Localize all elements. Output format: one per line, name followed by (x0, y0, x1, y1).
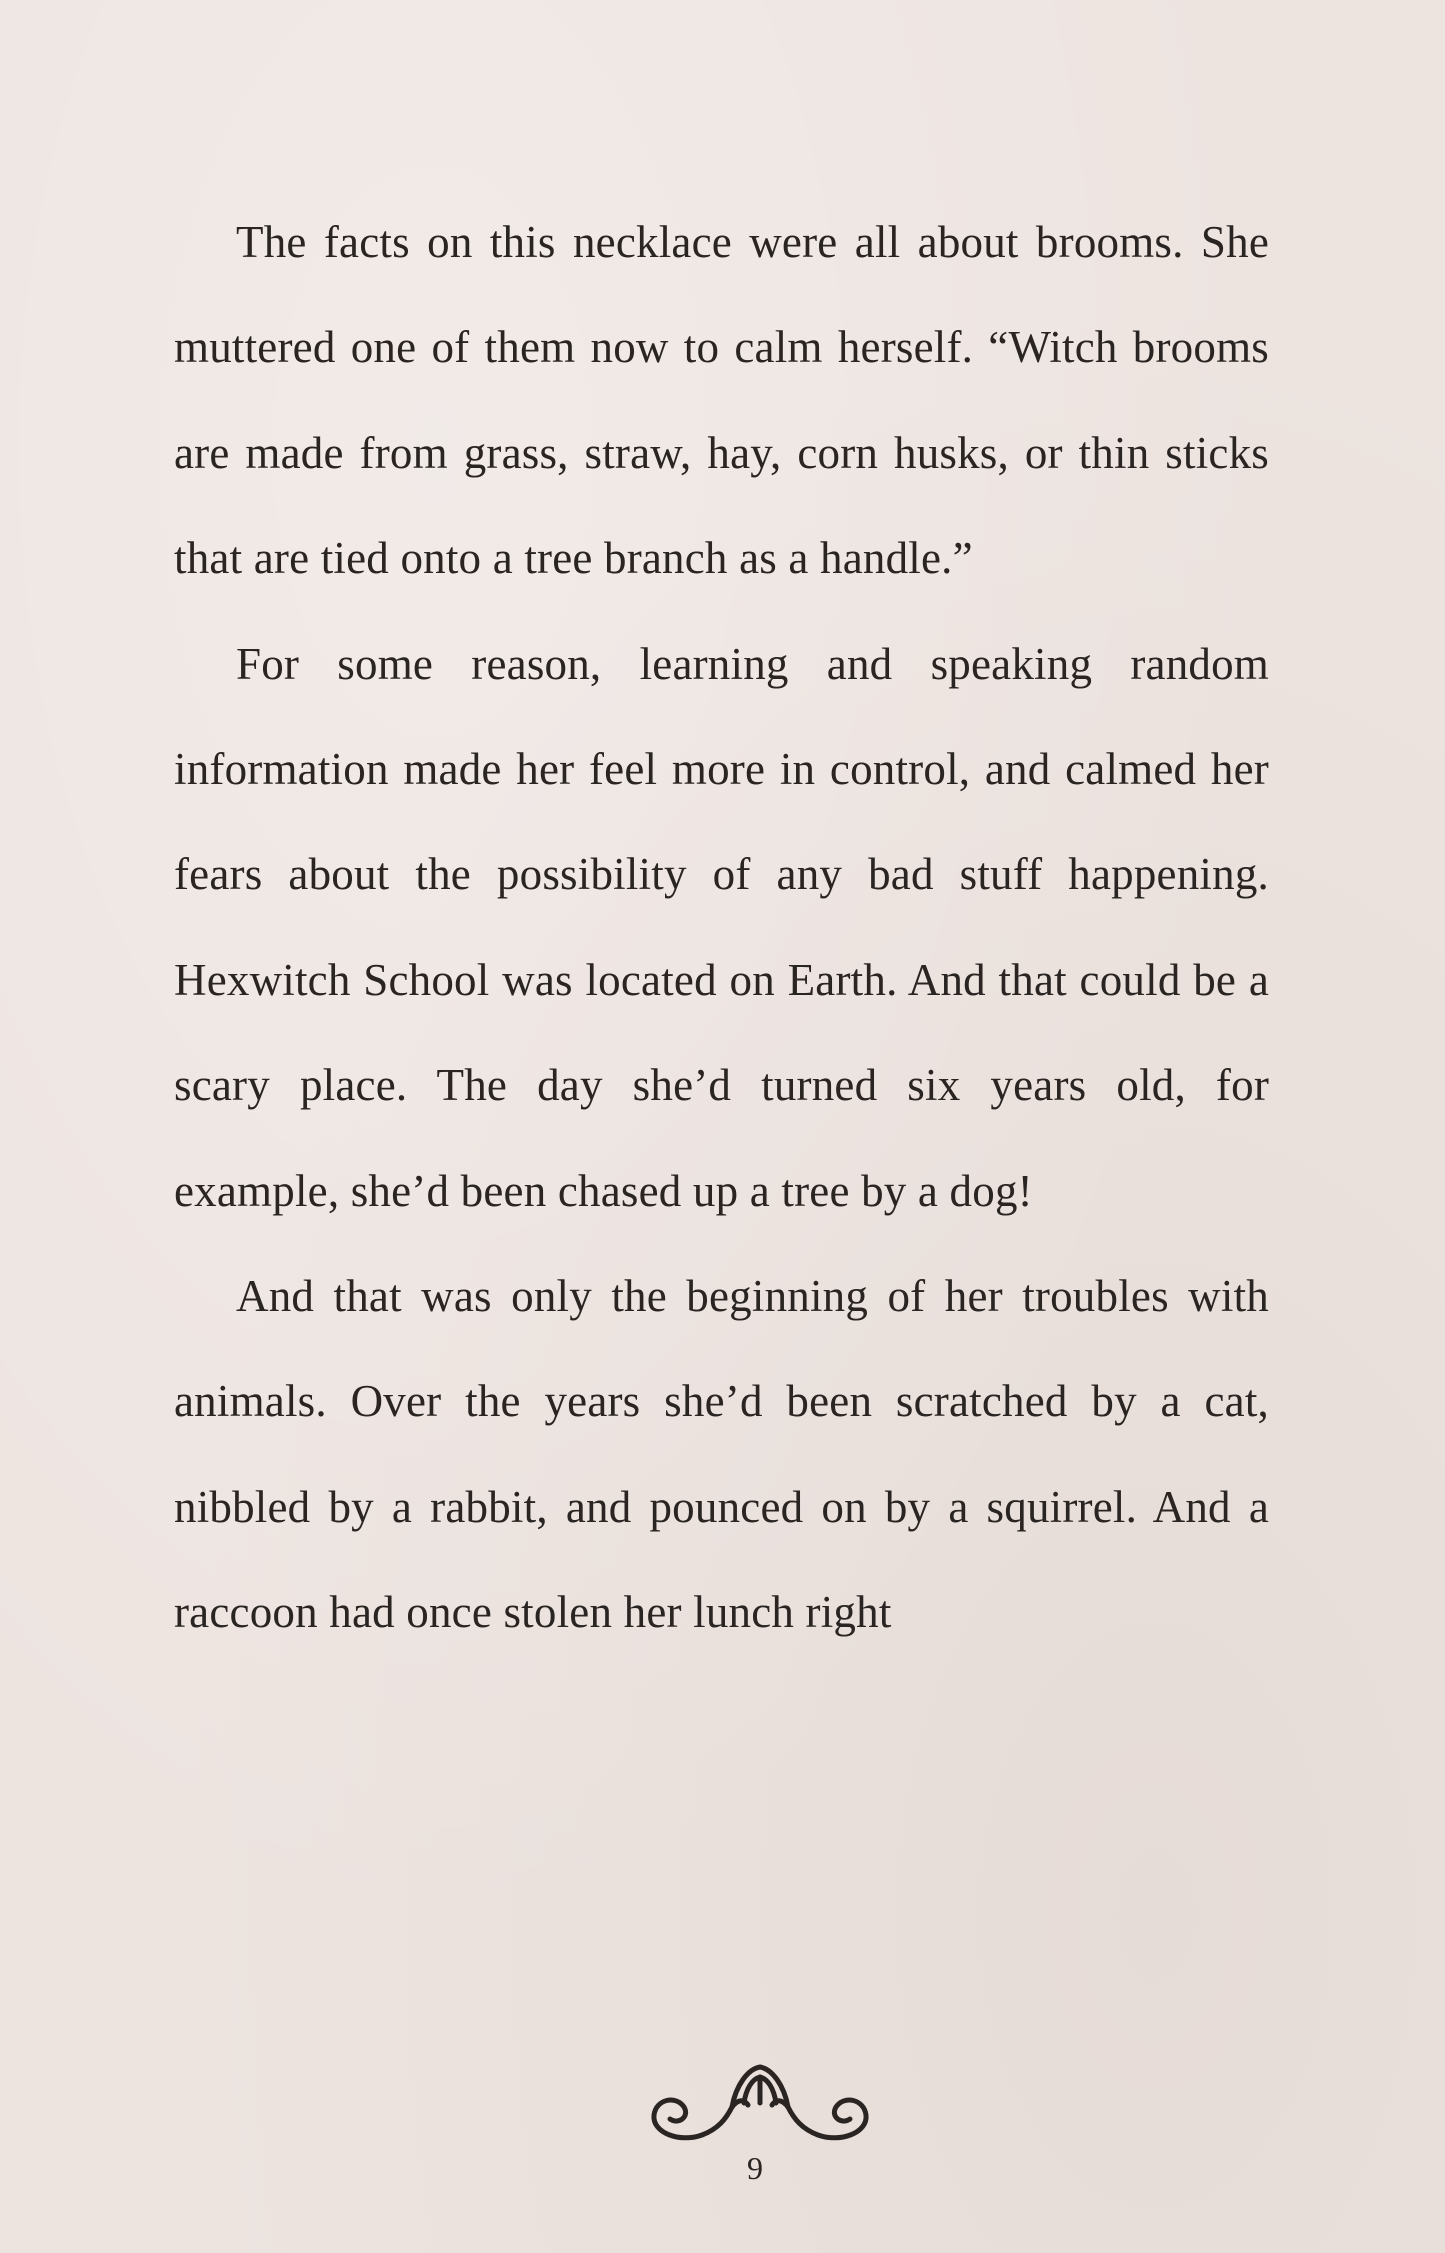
paragraph-2: For some reason, learning and speaking random information made her feel more in control, and calmed her fears about the possibility of any bad stuff happening. Hexwitch School was located on Earth. And that could be a scary place. The day she’d turned six years old, for example, she’d been chased up a tree by a dog! (174, 638, 1269, 1216)
scroll-flourish-icon (640, 2055, 880, 2155)
paragraph-1: The facts on this necklace were all about brooms. She muttered one of them now to calm herself. “Witch brooms are made from grass, straw, hay, corn husks, or thin sticks that are tied onto a tree branch as a handle.” (174, 217, 1269, 584)
page-number: 9 (747, 2150, 763, 2186)
paragraph-3: And that was only the beginning of her troubles with animals. Over the years she’d been scratched by a cat, nibbled by a rabbit, and pounced on by a squirrel. And a raccoon had once stolen her lunch right (174, 1271, 1269, 1638)
body-text (174, 190, 1269, 1666)
